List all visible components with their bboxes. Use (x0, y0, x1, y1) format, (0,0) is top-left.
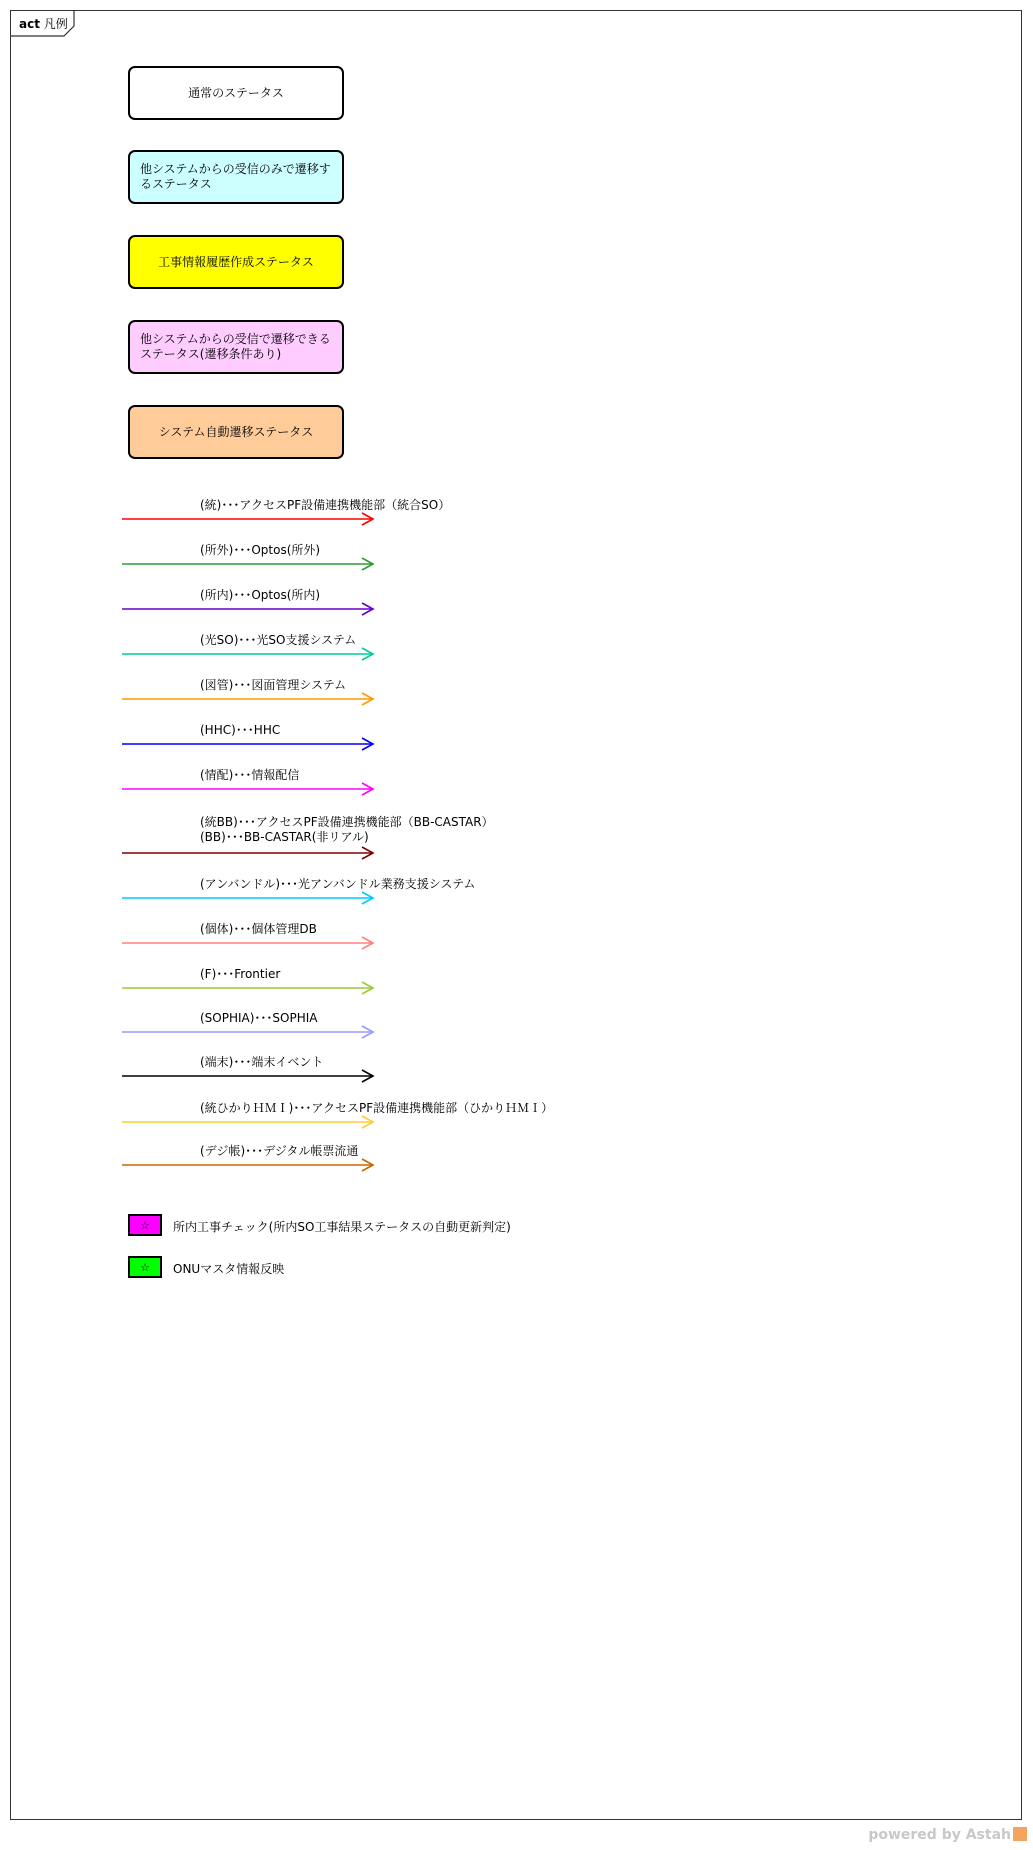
state-label: 工事情報履歴作成ステータス (158, 254, 314, 269)
powered-text: powered by Astah (868, 1827, 1011, 1843)
legend-line-zukan[interactable] (120, 692, 375, 706)
line-arrow-icon (120, 602, 375, 616)
line-label-digicho: (デジ帳)･･･デジタル帳票流通 (200, 1144, 359, 1158)
legend-line-digicho[interactable] (120, 1158, 375, 1172)
legend-line-unbundle[interactable] (120, 891, 375, 905)
star-icon: ☆ (140, 1260, 150, 1274)
state-normal[interactable] (128, 66, 344, 120)
legend-line-sophia[interactable] (120, 1025, 375, 1039)
line-arrow-icon (120, 692, 375, 706)
legend-line-kotai[interactable] (120, 936, 375, 950)
legend-line-togo[interactable] (120, 512, 375, 526)
line-arrow-icon (120, 782, 375, 796)
line-label-shonai: (所内)･･･Optos(所内) (200, 588, 321, 602)
line-arrow-icon (120, 981, 375, 995)
marker-label-onu-master: ONUマスタ情報反映 (173, 1262, 285, 1276)
state-construction-history[interactable] (128, 235, 344, 289)
legend-line-tanmatsu[interactable] (120, 1069, 375, 1083)
line-label-johai: (情配)･･･情報配信 (200, 768, 300, 782)
line-label-unbundle: (アンバンドル)･･･光アンバンドル業務支援システム (200, 877, 476, 891)
state-label: システム自動遷移ステータス (158, 424, 314, 439)
legend-line-shonai[interactable] (120, 602, 375, 616)
frame-kind: act (19, 17, 40, 31)
line-arrow-icon (120, 1158, 375, 1172)
line-arrow-icon (120, 1025, 375, 1039)
state-receive-only[interactable] (128, 150, 344, 204)
astah-logo-icon (1013, 1827, 1027, 1841)
star-icon: ☆ (140, 1218, 150, 1232)
frame-name: 凡例 (43, 17, 68, 31)
line-arrow-icon (120, 557, 375, 571)
line-label-togo-bb: (統BB)･･･アクセスPF設備連携機能部（BB-CASTAR） (200, 815, 494, 829)
state-label: 通常のステータス (188, 85, 284, 100)
line-label-hikari-hmi: (統ひかりＨＭＩ)･･･アクセスPF設備連携機能部（ひかりＨＭＩ） (200, 1101, 554, 1115)
legend-line-hhc[interactable] (120, 737, 375, 751)
line-arrow-icon (120, 846, 375, 860)
legend-line-shogai[interactable] (120, 557, 375, 571)
legend-line-johai[interactable] (120, 782, 375, 796)
line-label-zukan: (図管)･･･図面管理システム (200, 678, 347, 692)
line-label-kotai: (個体)･･･個体管理DB (200, 922, 317, 936)
state-label: 他システムからの受信で遷移できるステータス(遷移条件あり) (140, 332, 331, 361)
frame-title (19, 15, 68, 32)
line-label-frontier: (F)･･･Frontier (200, 967, 281, 981)
line-arrow-icon (120, 737, 375, 751)
legend-line-togo-bb[interactable] (120, 846, 375, 860)
legend-line-hikari-so[interactable] (120, 647, 375, 661)
line-arrow-icon (120, 891, 375, 905)
line-arrow-icon (120, 1069, 375, 1083)
line-label-tanmatsu: (端末)･･･端末イベント (200, 1055, 324, 1069)
state-label: 他システムからの受信のみで遷移するステータス (140, 162, 331, 191)
line-arrow-icon (120, 512, 375, 526)
marker-label-shonai-check: 所内工事チェック(所内SO工事結果ステータスの自動更新判定) (173, 1220, 511, 1234)
marker-onu-master[interactable] (128, 1256, 162, 1278)
powered-by-astah (868, 1827, 1027, 1843)
state-auto-transition[interactable] (128, 405, 344, 459)
legend-line-frontier[interactable] (120, 981, 375, 995)
line-arrow-icon (120, 647, 375, 661)
line-label-togo: (統)･･･アクセスPF設備連携機能部（統合SO） (200, 498, 451, 512)
line-label-bb: (BB)･･･BB-CASTAR(非リアル) (200, 830, 369, 844)
line-label-hhc: (HHC)･･･HHC (200, 723, 281, 737)
line-arrow-icon (120, 1115, 375, 1129)
line-arrow-icon (120, 936, 375, 950)
marker-shonai-check[interactable] (128, 1214, 162, 1236)
line-label-shogai: (所外)･･･Optos(所外) (200, 543, 321, 557)
state-receive-conditional[interactable] (128, 320, 344, 374)
line-label-sophia: (SOPHIA)･･･SOPHIA (200, 1011, 318, 1025)
line-label-hikari-so: (光SO)･･･光SO支援システム (200, 633, 357, 647)
legend-line-hikari-hmi[interactable] (120, 1115, 375, 1129)
